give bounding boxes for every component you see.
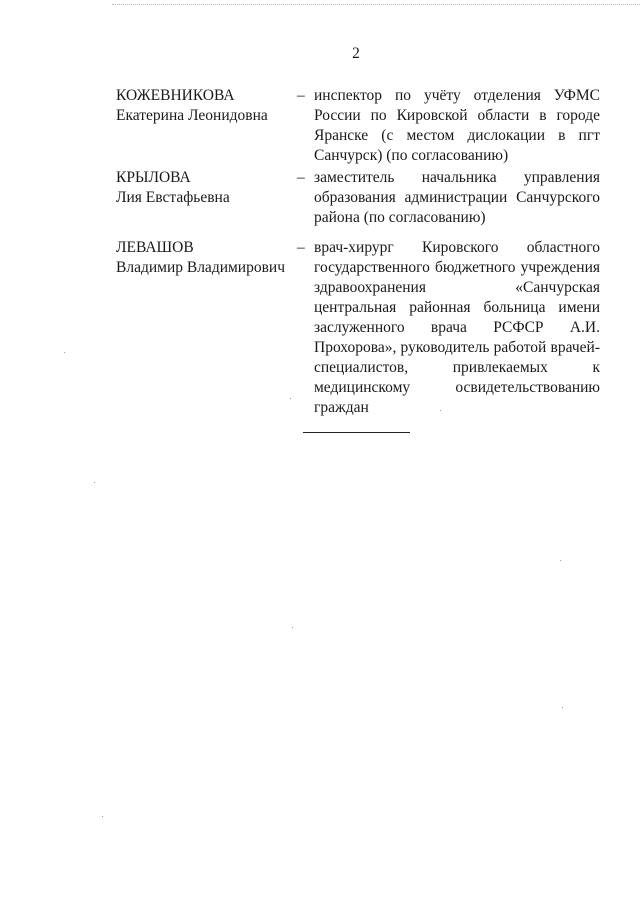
scan-speck bbox=[562, 707, 563, 708]
dash-separator: – bbox=[297, 87, 305, 104]
scan-speck bbox=[64, 352, 65, 353]
person-surname: КОЖЕВНИКОВА bbox=[116, 87, 235, 104]
person-role: врач-хирург Кировского областного государственного бюджетного учреждения здравоохранения «Санчурская центральная районная больница имени заслуженного врача РСФСР А.И. Прохорова», руководитель работой врачей-специалистов, привлекаемых к медицинскому освидетельствованию граждан bbox=[314, 239, 600, 416]
closing-rule bbox=[303, 432, 410, 433]
dash-separator: – bbox=[297, 239, 305, 256]
scan-speck bbox=[292, 627, 293, 628]
person-given-names: Владимир Владимирович bbox=[116, 259, 286, 276]
person-role: инспектор по учёту отделения УФМС России по Кировской области в городе Яранске (с местом дислокации в пгт Санчурск) (по согласованию) bbox=[314, 87, 600, 164]
person-name-block bbox=[116, 86, 291, 126]
scan-speck bbox=[102, 816, 103, 817]
person-surname: ЛЕВАШОВ bbox=[116, 239, 194, 256]
dash-separator: – bbox=[297, 169, 305, 186]
person-name-block bbox=[116, 238, 291, 278]
person-given-names: Лия Евстафьевна bbox=[116, 189, 230, 206]
person-given-names: Екатерина Леонидовна bbox=[116, 107, 268, 124]
scan-speck bbox=[94, 482, 95, 483]
scan-speck bbox=[560, 560, 561, 561]
top-scan-line bbox=[112, 0, 640, 5]
scan-speck bbox=[440, 410, 441, 411]
page-number: 2 bbox=[352, 45, 360, 62]
person-role: заместитель начальника управления образования администрации Санчурского района (по согласованию) bbox=[314, 169, 600, 226]
person-surname: КРЫЛОВА bbox=[116, 169, 191, 186]
person-name-block bbox=[116, 168, 291, 208]
scan-speck bbox=[290, 398, 291, 399]
